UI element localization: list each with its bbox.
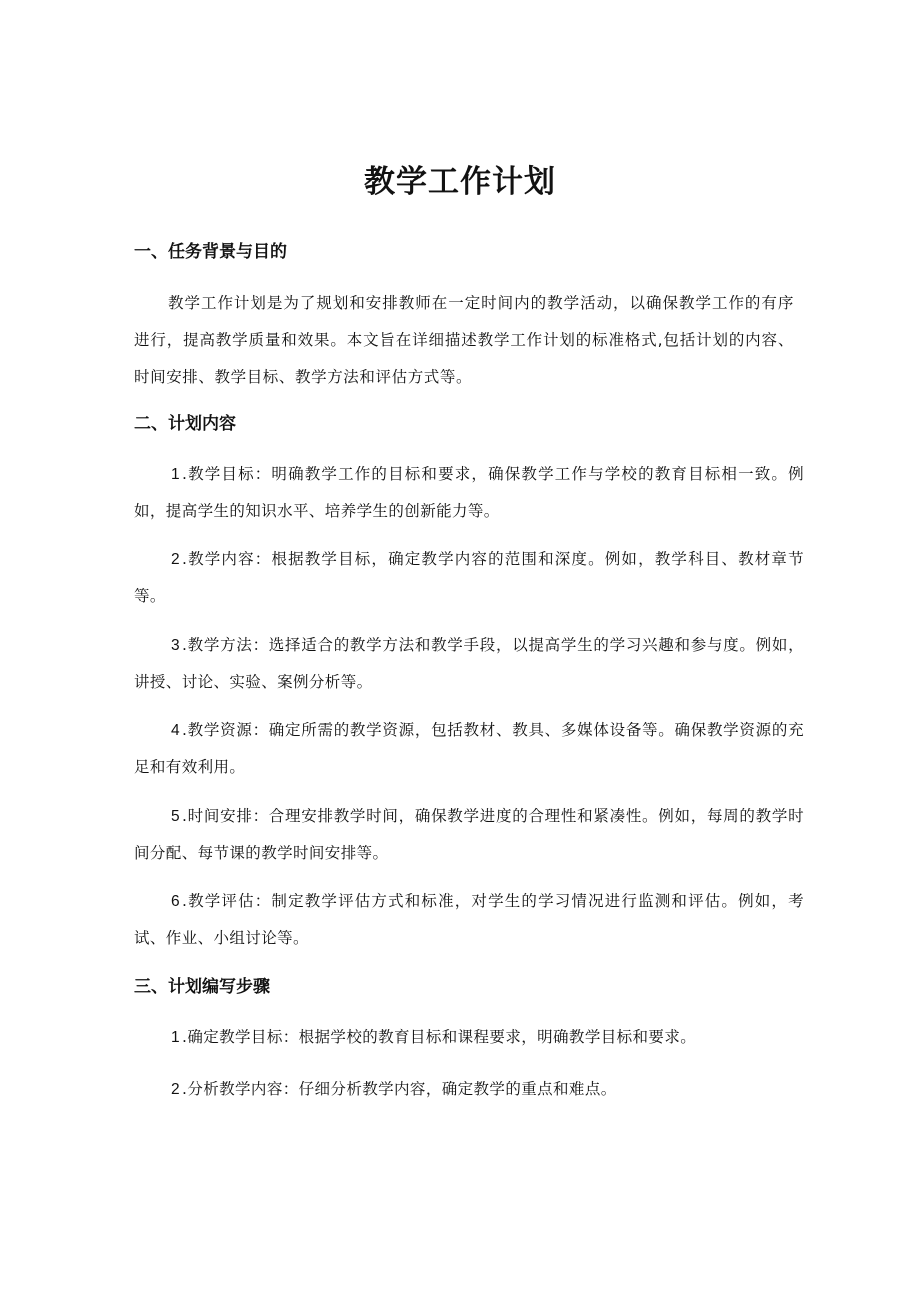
item-number: 1: [170, 466, 180, 483]
plan-item: [134, 798, 804, 872]
item-text: .教学资源：确定所需的教学资源，包括教材、教具、多媒体设备等。确保教学资源的充足和有效利用。: [134, 721, 804, 776]
item-number: 6: [170, 893, 180, 910]
item-number: 5: [170, 808, 180, 825]
section-3-heading: 三、计划编写步骤: [134, 977, 270, 997]
plan-item: [134, 712, 804, 786]
plan-item: [134, 541, 804, 615]
item-number: 3: [170, 637, 180, 654]
item-number: 4: [170, 722, 180, 739]
section-2-heading: 二、计划内容: [134, 414, 236, 434]
item-text: .时间安排：合理安排教学时间，确保教学进度的合理性和紧凑性。例如，每周的教学时间分配、每节课的教学时间安排等。: [134, 807, 804, 862]
step-item: [134, 1071, 804, 1108]
plan-item: [134, 627, 804, 701]
plan-item: [134, 883, 804, 957]
section-1-paragraph: 教学工作计划是为了规划和安排教师在一定时间内的教学活动，以确保教学工作的有序进行，提高教学质量和效果。本文旨在详细描述教学工作计划的标准格式,包括计划的内容、时间安排、教学目标、教学方法和评估方式等。: [134, 294, 794, 386]
item-number: 2: [170, 551, 180, 568]
item-text: .教学内容：根据教学目标，确定教学内容的范围和深度。例如，教学科目、教材章节等。: [134, 550, 804, 605]
item-text: .教学目标：明确教学工作的目标和要求，确保教学工作与学校的教育目标相一致。例如，提高学生的知识水平、培养学生的创新能力等。: [134, 465, 804, 520]
item-number: 2: [170, 1081, 180, 1098]
plan-item: [134, 456, 804, 530]
step-item: [134, 1019, 804, 1056]
item-number: 1: [170, 1029, 180, 1046]
document-title: 教学工作计划: [364, 164, 556, 200]
item-text: .分析教学内容：仔细分析教学内容，确定教学的重点和难点。: [182, 1080, 617, 1098]
section-1-heading: 一、任务背景与目的: [134, 242, 287, 262]
item-text: .确定教学目标：根据学校的教育目标和课程要求，明确教学目标和要求。: [182, 1028, 697, 1046]
item-text: .教学方法：选择适合的教学方法和教学手段，以提高学生的学习兴趣和参与度。例如，讲授、讨论、实验、案例分析等。: [134, 636, 804, 691]
item-text: .教学评估：制定教学评估方式和标准，对学生的学习情况进行监测和评估。例如，考试、作业、小组讨论等。: [134, 892, 804, 947]
